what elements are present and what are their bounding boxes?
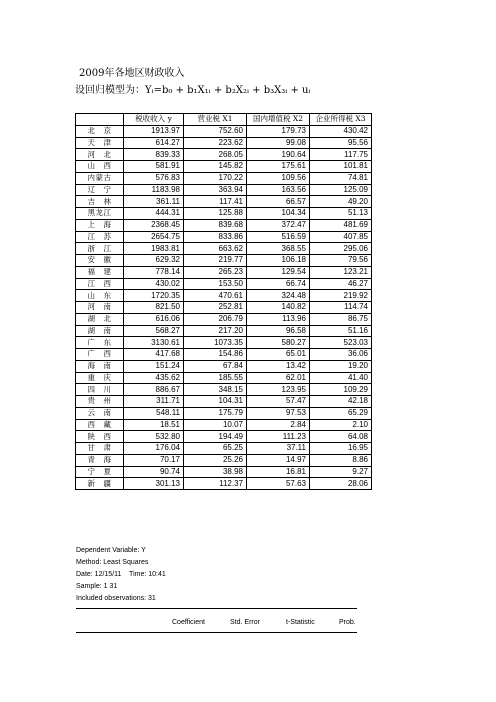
value-cell: 123.21 bbox=[310, 266, 372, 278]
value-cell: 38.98 bbox=[184, 466, 247, 478]
region-cell: 河 南 bbox=[76, 302, 124, 314]
value-cell: 57.47 bbox=[247, 396, 310, 408]
header-coefficient: Coefficient bbox=[172, 619, 205, 626]
value-cell: 65.25 bbox=[184, 443, 247, 455]
value-cell: 407.85 bbox=[310, 231, 372, 243]
table-row bbox=[76, 431, 372, 443]
table-row bbox=[76, 466, 372, 478]
value-cell: 821.50 bbox=[124, 302, 184, 314]
table-row bbox=[76, 266, 372, 278]
region-cell: 湖 北 bbox=[76, 313, 124, 325]
value-cell: 113.96 bbox=[247, 313, 310, 325]
region-cell: 广 西 bbox=[76, 349, 124, 361]
region-cell: 黑龙江 bbox=[76, 208, 124, 220]
value-cell: 368.55 bbox=[247, 243, 310, 255]
regression-output-header bbox=[76, 545, 166, 605]
value-cell: 194.49 bbox=[184, 431, 247, 443]
value-cell: 179.73 bbox=[247, 125, 310, 137]
table-row bbox=[76, 360, 372, 372]
divider-bottom bbox=[76, 632, 357, 633]
table-row bbox=[76, 125, 372, 137]
value-cell: 13.42 bbox=[247, 360, 310, 372]
table-row bbox=[76, 302, 372, 314]
table-row bbox=[76, 137, 372, 149]
table-row bbox=[76, 419, 372, 431]
region-cell: 吉 林 bbox=[76, 196, 124, 208]
region-cell: 山 西 bbox=[76, 161, 124, 173]
value-cell: 1073.35 bbox=[184, 337, 247, 349]
value-cell: 99.08 bbox=[247, 137, 310, 149]
value-cell: 444.31 bbox=[124, 208, 184, 220]
value-cell: 311.71 bbox=[124, 396, 184, 408]
region-cell: 北 京 bbox=[76, 125, 124, 137]
value-cell: 2.10 bbox=[310, 419, 372, 431]
table-row bbox=[76, 172, 372, 184]
value-cell: 16.95 bbox=[310, 443, 372, 455]
table-row bbox=[76, 161, 372, 173]
value-cell: 252.81 bbox=[184, 302, 247, 314]
value-cell: 129.54 bbox=[247, 266, 310, 278]
value-cell: 372.47 bbox=[247, 219, 310, 231]
region-cell: 青 海 bbox=[76, 454, 124, 466]
header-t-statistic: t-Statistic bbox=[286, 619, 315, 626]
region-cell: 河 北 bbox=[76, 149, 124, 161]
value-cell: 1913.97 bbox=[124, 125, 184, 137]
value-cell: 295.06 bbox=[310, 243, 372, 255]
table-row bbox=[76, 443, 372, 455]
table-row bbox=[76, 243, 372, 255]
value-cell: 67.84 bbox=[184, 360, 247, 372]
value-cell: 2368.45 bbox=[124, 219, 184, 231]
value-cell: 778.14 bbox=[124, 266, 184, 278]
value-cell: 516.59 bbox=[247, 231, 310, 243]
value-cell: 64.08 bbox=[310, 431, 372, 443]
date-time: Date: 12/15/11 Time: 10:41 bbox=[76, 571, 166, 578]
table-row bbox=[76, 208, 372, 220]
header-tax-revenue: 税收收入 y bbox=[124, 114, 184, 126]
value-cell: 348.15 bbox=[184, 384, 247, 396]
value-cell: 2654.75 bbox=[124, 231, 184, 243]
header-income-tax: 企业所得税 X3 bbox=[310, 114, 372, 126]
region-cell: 浙 江 bbox=[76, 243, 124, 255]
value-cell: 217.20 bbox=[184, 325, 247, 337]
region-cell: 安 徽 bbox=[76, 255, 124, 267]
value-cell: 65.01 bbox=[247, 349, 310, 361]
value-cell: 151.24 bbox=[124, 360, 184, 372]
region-cell: 江 西 bbox=[76, 278, 124, 290]
value-cell: 223.62 bbox=[184, 137, 247, 149]
sample: Sample: 1 31 bbox=[76, 583, 118, 590]
value-cell: 175.79 bbox=[184, 407, 247, 419]
value-cell: 145.82 bbox=[184, 161, 247, 173]
value-cell: 163.56 bbox=[247, 184, 310, 196]
document-title: 2009年各地区财政收入 bbox=[79, 68, 185, 79]
table-row bbox=[76, 372, 372, 384]
table-row bbox=[76, 219, 372, 231]
value-cell: 175.61 bbox=[247, 161, 310, 173]
table-row bbox=[76, 349, 372, 361]
region-cell: 内蒙古 bbox=[76, 172, 124, 184]
table-row bbox=[76, 325, 372, 337]
value-cell: 123.95 bbox=[247, 384, 310, 396]
value-cell: 1183.98 bbox=[124, 184, 184, 196]
value-cell: 206.79 bbox=[184, 313, 247, 325]
value-cell: 154.86 bbox=[184, 349, 247, 361]
value-cell: 37.11 bbox=[247, 443, 310, 455]
header-region bbox=[76, 114, 124, 126]
table-row bbox=[76, 184, 372, 196]
table-header-row bbox=[76, 114, 372, 126]
value-cell: 361.11 bbox=[124, 196, 184, 208]
value-cell: 176.04 bbox=[124, 443, 184, 455]
value-cell: 616.06 bbox=[124, 313, 184, 325]
value-cell: 16.81 bbox=[247, 466, 310, 478]
region-cell: 重 庆 bbox=[76, 372, 124, 384]
value-cell: 125.88 bbox=[184, 208, 247, 220]
region-cell: 云 南 bbox=[76, 407, 124, 419]
value-cell: 324.48 bbox=[247, 290, 310, 302]
value-cell: 10.07 bbox=[184, 419, 247, 431]
value-cell: 580.27 bbox=[247, 337, 310, 349]
value-cell: 70.17 bbox=[124, 454, 184, 466]
table-row bbox=[76, 454, 372, 466]
region-cell: 天 津 bbox=[76, 137, 124, 149]
table-row bbox=[76, 149, 372, 161]
value-cell: 111.23 bbox=[247, 431, 310, 443]
value-cell: 752.60 bbox=[184, 125, 247, 137]
region-cell: 广 东 bbox=[76, 337, 124, 349]
region-cell: 上 海 bbox=[76, 219, 124, 231]
table-row bbox=[76, 478, 372, 490]
value-cell: 66.74 bbox=[247, 278, 310, 290]
value-cell: 90.74 bbox=[124, 466, 184, 478]
value-cell: 417.68 bbox=[124, 349, 184, 361]
value-cell: 839.33 bbox=[124, 149, 184, 161]
table-row bbox=[76, 384, 372, 396]
value-cell: 185.55 bbox=[184, 372, 247, 384]
region-cell: 海 南 bbox=[76, 360, 124, 372]
value-cell: 523.03 bbox=[310, 337, 372, 349]
coefficient-header-row bbox=[76, 619, 357, 631]
value-cell: 568.27 bbox=[124, 325, 184, 337]
revenue-table bbox=[75, 113, 372, 490]
included-observations: Included observations: 31 bbox=[76, 595, 156, 602]
value-cell: 18.51 bbox=[124, 419, 184, 431]
value-cell: 95.56 bbox=[310, 137, 372, 149]
region-cell: 宁 夏 bbox=[76, 466, 124, 478]
value-cell: 833.86 bbox=[184, 231, 247, 243]
region-cell: 甘 肃 bbox=[76, 443, 124, 455]
dependent-variable: Dependent Variable: Y bbox=[76, 547, 146, 554]
value-cell: 125.09 bbox=[310, 184, 372, 196]
table-row bbox=[76, 396, 372, 408]
table-row bbox=[76, 337, 372, 349]
region-cell: 福 建 bbox=[76, 266, 124, 278]
value-cell: 3130.61 bbox=[124, 337, 184, 349]
value-cell: 36.06 bbox=[310, 349, 372, 361]
value-cell: 14.97 bbox=[247, 454, 310, 466]
value-cell: 1720.35 bbox=[124, 290, 184, 302]
value-cell: 265.23 bbox=[184, 266, 247, 278]
table-row bbox=[76, 255, 372, 267]
header-business-tax: 营业税 X1 bbox=[184, 114, 247, 126]
header-std-error: Std. Error bbox=[230, 619, 260, 626]
value-cell: 109.29 bbox=[310, 384, 372, 396]
value-cell: 66.57 bbox=[247, 196, 310, 208]
header-prob: Prob. bbox=[339, 619, 356, 626]
value-cell: 86.75 bbox=[310, 313, 372, 325]
value-cell: 663.62 bbox=[184, 243, 247, 255]
region-cell: 辽 宁 bbox=[76, 184, 124, 196]
value-cell: 140.82 bbox=[247, 302, 310, 314]
value-cell: 112.37 bbox=[184, 478, 247, 490]
table-row bbox=[76, 313, 372, 325]
value-cell: 19.20 bbox=[310, 360, 372, 372]
value-cell: 576.83 bbox=[124, 172, 184, 184]
table-row bbox=[76, 407, 372, 419]
value-cell: 219.92 bbox=[310, 290, 372, 302]
value-cell: 101.81 bbox=[310, 161, 372, 173]
table-row bbox=[76, 196, 372, 208]
value-cell: 62.01 bbox=[247, 372, 310, 384]
region-cell: 山 东 bbox=[76, 290, 124, 302]
region-cell: 湖 南 bbox=[76, 325, 124, 337]
region-cell: 江 苏 bbox=[76, 231, 124, 243]
value-cell: 430.42 bbox=[310, 125, 372, 137]
value-cell: 2.84 bbox=[247, 419, 310, 431]
value-cell: 532.80 bbox=[124, 431, 184, 443]
value-cell: 430.02 bbox=[124, 278, 184, 290]
value-cell: 614.27 bbox=[124, 137, 184, 149]
value-cell: 97.53 bbox=[247, 407, 310, 419]
value-cell: 435.62 bbox=[124, 372, 184, 384]
value-cell: 65.29 bbox=[310, 407, 372, 419]
value-cell: 114.74 bbox=[310, 302, 372, 314]
value-cell: 104.31 bbox=[184, 396, 247, 408]
value-cell: 109.56 bbox=[247, 172, 310, 184]
table-row bbox=[76, 278, 372, 290]
region-cell: 四 川 bbox=[76, 384, 124, 396]
value-cell: 117.75 bbox=[310, 149, 372, 161]
value-cell: 46.27 bbox=[310, 278, 372, 290]
value-cell: 41.40 bbox=[310, 372, 372, 384]
value-cell: 9.27 bbox=[310, 466, 372, 478]
value-cell: 96.58 bbox=[247, 325, 310, 337]
value-cell: 153.50 bbox=[184, 278, 247, 290]
value-cell: 104.34 bbox=[247, 208, 310, 220]
region-cell: 贵 州 bbox=[76, 396, 124, 408]
value-cell: 28.06 bbox=[310, 478, 372, 490]
value-cell: 106.18 bbox=[247, 255, 310, 267]
value-cell: 170.22 bbox=[184, 172, 247, 184]
value-cell: 481.69 bbox=[310, 219, 372, 231]
value-cell: 57.63 bbox=[247, 478, 310, 490]
header-vat: 国内增值税 X2 bbox=[247, 114, 310, 126]
model-equation: 设回归模型为：Yᵢ=b₀ + b₁X₁ᵢ + b₂X₂ᵢ + b₃X₃ᵢ + uᵢ bbox=[75, 85, 311, 96]
value-cell: 268.05 bbox=[184, 149, 247, 161]
value-cell: 42.18 bbox=[310, 396, 372, 408]
table-row bbox=[76, 290, 372, 302]
value-cell: 49.20 bbox=[310, 196, 372, 208]
value-cell: 629.32 bbox=[124, 255, 184, 267]
value-cell: 548.11 bbox=[124, 407, 184, 419]
value-cell: 79.56 bbox=[310, 255, 372, 267]
region-cell: 新 疆 bbox=[76, 478, 124, 490]
table-row bbox=[76, 231, 372, 243]
region-cell: 陕 西 bbox=[76, 431, 124, 443]
value-cell: 190.64 bbox=[247, 149, 310, 161]
method: Method: Least Squares bbox=[76, 559, 149, 566]
value-cell: 8.86 bbox=[310, 454, 372, 466]
value-cell: 470.61 bbox=[184, 290, 247, 302]
value-cell: 25.26 bbox=[184, 454, 247, 466]
value-cell: 301.13 bbox=[124, 478, 184, 490]
value-cell: 117.41 bbox=[184, 196, 247, 208]
value-cell: 74.81 bbox=[310, 172, 372, 184]
value-cell: 886.67 bbox=[124, 384, 184, 396]
value-cell: 581.91 bbox=[124, 161, 184, 173]
value-cell: 51.16 bbox=[310, 325, 372, 337]
value-cell: 219.77 bbox=[184, 255, 247, 267]
divider-top bbox=[76, 608, 357, 609]
value-cell: 1983.81 bbox=[124, 243, 184, 255]
value-cell: 363.94 bbox=[184, 184, 247, 196]
value-cell: 839.68 bbox=[184, 219, 247, 231]
region-cell: 西 藏 bbox=[76, 419, 124, 431]
value-cell: 51.13 bbox=[310, 208, 372, 220]
